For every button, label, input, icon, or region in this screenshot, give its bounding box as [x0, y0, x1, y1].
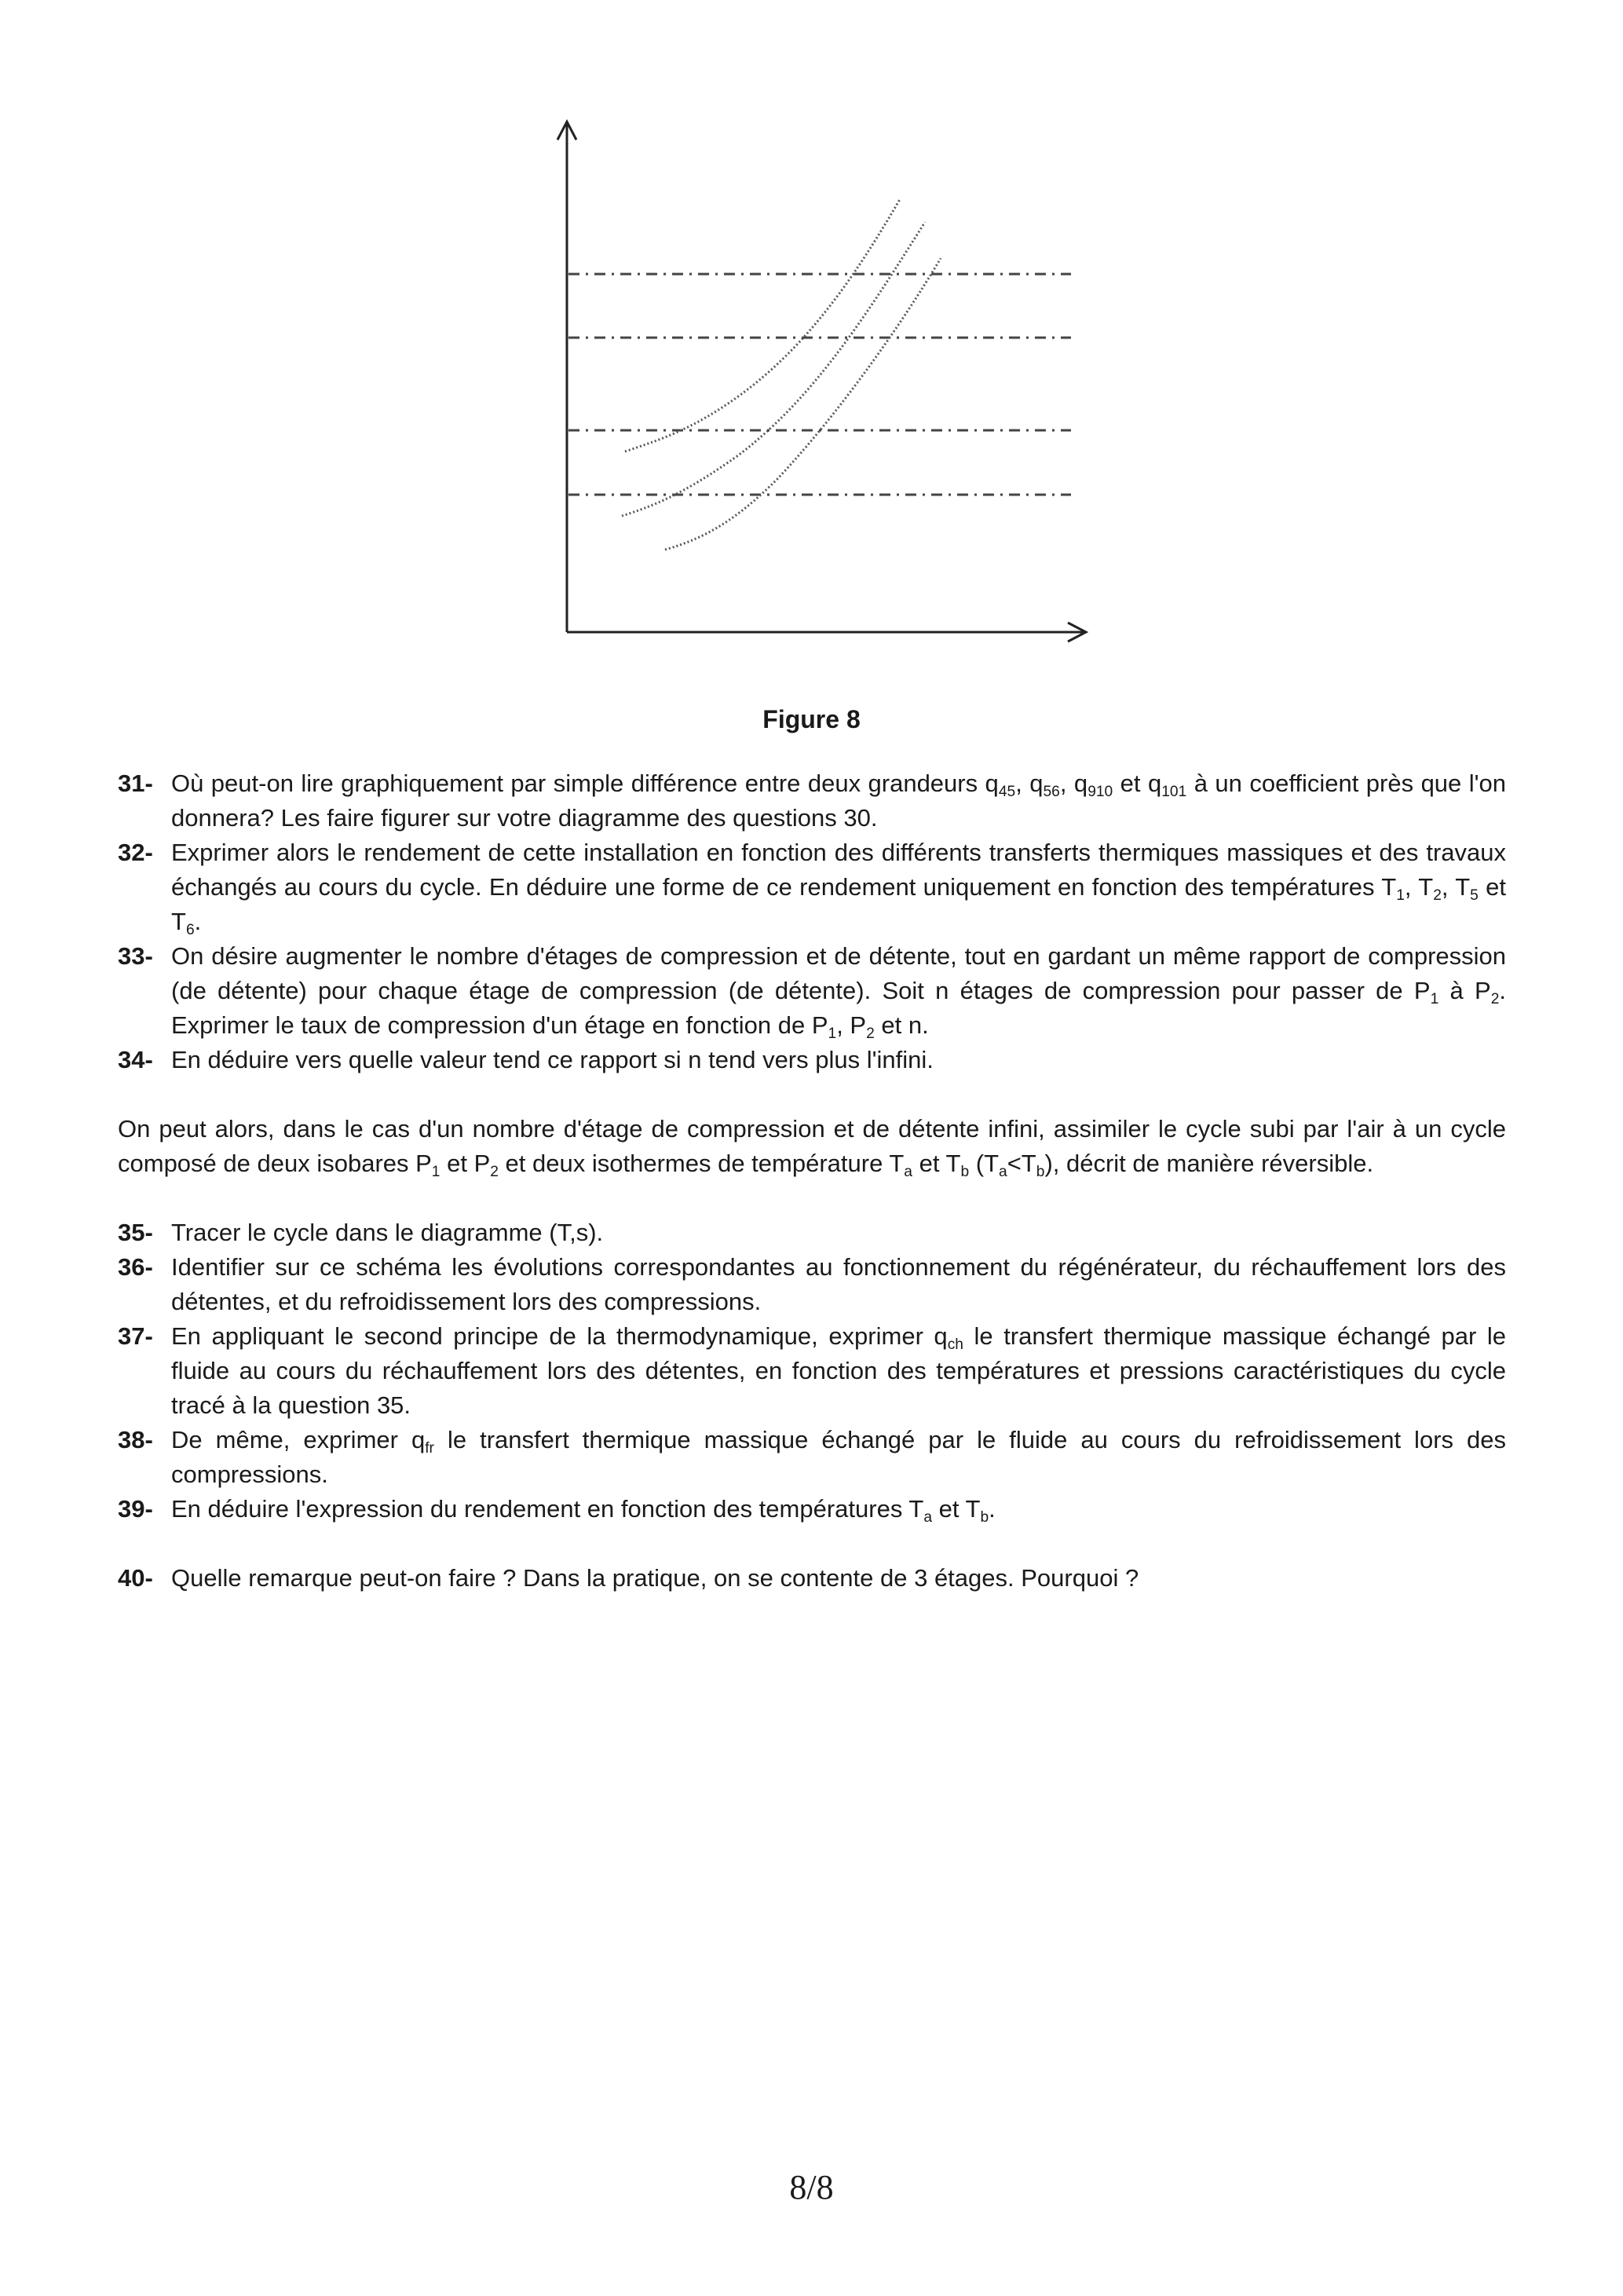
question-40 [118, 1561, 1506, 1596]
text-run: <T [1007, 1150, 1036, 1177]
text-run: le transfert thermique massique échangé par le fluide au cours du réchauffement lors des détentes, en fonction des températures et pressions caractéristiques du cycle tracé à la question 35. [171, 1322, 1506, 1419]
question-body [171, 1423, 1506, 1492]
question-item [118, 939, 1506, 1043]
isobar-curve [622, 222, 925, 516]
text-run: Quelle remarque peut-on faire ? Dans la pratique, on se contente de 3 étages. Pourquoi ? [171, 1564, 1139, 1592]
questions-31-34 [118, 766, 1506, 1077]
subscript: fr [425, 1439, 434, 1457]
text-run: et n. [874, 1011, 929, 1039]
question-number: 38- [118, 1426, 153, 1453]
question-number: 36- [118, 1253, 153, 1281]
isobar-curve [665, 258, 941, 550]
subscript: 1 [1396, 887, 1405, 904]
text-run: et P [440, 1150, 491, 1177]
text-run: et T [932, 1495, 981, 1523]
question-body [171, 1043, 1506, 1077]
question-item [118, 835, 1506, 939]
question-item [118, 766, 1506, 835]
question-item [118, 1561, 1506, 1596]
intro-paragraph [118, 1112, 1506, 1181]
text-run: Identifier sur ce schéma les évolutions correspondantes au fonctionnement du régénérateur, du réchauffement lors des détentes, et du refroidissement lors des compressions. [171, 1253, 1506, 1315]
question-item [118, 1423, 1506, 1492]
subscript: a [923, 1508, 932, 1526]
subscript: ch [947, 1336, 963, 1353]
figure-caption: Figure 8 [762, 705, 861, 733]
text-run: On désire augmenter le nombre d'étages de compression et de détente, tout en gardant un même rapport de compression (de détente) pour chaque étage de compression (de détente). Soit n étages de compression pour passer de P [171, 942, 1506, 1004]
subscript: 101 [1161, 783, 1187, 800]
text-run: En appliquant le second principe de la thermodynamique, exprimer q [171, 1322, 948, 1350]
text-run: . [194, 908, 202, 935]
subscript: 2 [1490, 990, 1500, 1007]
subscript: 2 [866, 1025, 875, 1042]
subscript: 910 [1087, 783, 1113, 800]
question-item [118, 1043, 1506, 1077]
question-body [171, 1319, 1506, 1423]
question-item [118, 1216, 1506, 1250]
question-body [171, 766, 1506, 835]
question-body [171, 835, 1506, 939]
subscript: 1 [1430, 990, 1439, 1007]
text-run: On peut alors, dans le cas d'un nombre d'étage de compression et de détente infini, assimiler le cycle subi par l'air à un cycle composé de deux isobares P [118, 1115, 1506, 1177]
page-number: 8/8 [789, 2168, 834, 2206]
question-number: 40- [118, 1564, 153, 1592]
question-number: 35- [118, 1219, 153, 1246]
text-run: ), décrit de manière réversible. [1044, 1150, 1374, 1177]
text-run: , q [1015, 770, 1044, 797]
subscript: 56 [1043, 783, 1060, 800]
question-number: 33- [118, 942, 153, 970]
text-run: , P [836, 1011, 867, 1039]
question-body [171, 939, 1506, 1043]
text-run: le transfert thermique massique échangé par le fluide au cours du refroidissement lors des compressions. [171, 1426, 1506, 1488]
text-run: Exprimer alors le rendement de cette installation en fonction des différents transferts thermiques massiques et des travaux échangés au cours du cycle. En déduire une forme de ce rendement uniquement en fonction des températures T [171, 839, 1506, 901]
subscript: a [904, 1163, 912, 1180]
question-body [171, 1216, 1506, 1250]
question-number: 34- [118, 1046, 153, 1073]
question-number: 31- [118, 770, 153, 797]
subscript: 1 [828, 1025, 837, 1042]
question-number: 32- [118, 839, 153, 866]
question-text [118, 766, 1506, 1596]
text-run: (T [969, 1150, 1000, 1177]
subscript: 5 [1470, 887, 1479, 904]
questions-35-39 [118, 1216, 1506, 1526]
text-run: et T [171, 873, 1506, 935]
question-body [171, 1561, 1506, 1596]
text-run: et deux isothermes de température T [498, 1150, 905, 1177]
question-number: 37- [118, 1322, 153, 1350]
text-run: et T [912, 1150, 961, 1177]
isobar-curve [625, 199, 900, 452]
text-run: à P [1438, 977, 1491, 1004]
text-run: et q [1113, 770, 1162, 797]
text-run: Tracer le cycle dans le diagramme (T,s). [171, 1219, 604, 1246]
text-run: Où peut-on lire graphiquement par simple différence entre deux grandeurs q [171, 770, 999, 797]
question-body [171, 1250, 1506, 1319]
text-run: De même, exprimer q [171, 1426, 426, 1453]
question-item [118, 1250, 1506, 1319]
text-run: . Exprimer le taux de compression d'un étage en fonction de P [171, 977, 1506, 1039]
subscript: 45 [998, 783, 1016, 800]
subscript: 6 [185, 921, 195, 938]
text-run: En déduire vers quelle valeur tend ce rapport si n tend vers plus l'infini. [171, 1046, 934, 1073]
text-run: . [989, 1495, 996, 1523]
subscript: a [999, 1163, 1007, 1180]
text-run: , T [1441, 873, 1471, 901]
text-run: à un coefficient près que l'on donnera? Les faire figurer sur votre diagramme des questions 30. [171, 770, 1507, 832]
text-run: , q [1059, 770, 1088, 797]
question-item [118, 1492, 1506, 1526]
subscript: b [980, 1508, 989, 1526]
subscript: 2 [490, 1163, 499, 1180]
text-run: , T [1404, 873, 1434, 901]
subscript: b [1036, 1163, 1045, 1180]
subscript: 2 [1433, 887, 1442, 904]
question-item [118, 1319, 1506, 1423]
text-run: En déduire l'expression du rendement en fonction des températures T [171, 1495, 924, 1523]
subscript: 1 [431, 1163, 440, 1180]
question-number: 39- [118, 1495, 153, 1523]
figure-8-ts-diagram [0, 0, 1623, 691]
question-body [171, 1492, 1506, 1526]
subscript: b [960, 1163, 970, 1180]
